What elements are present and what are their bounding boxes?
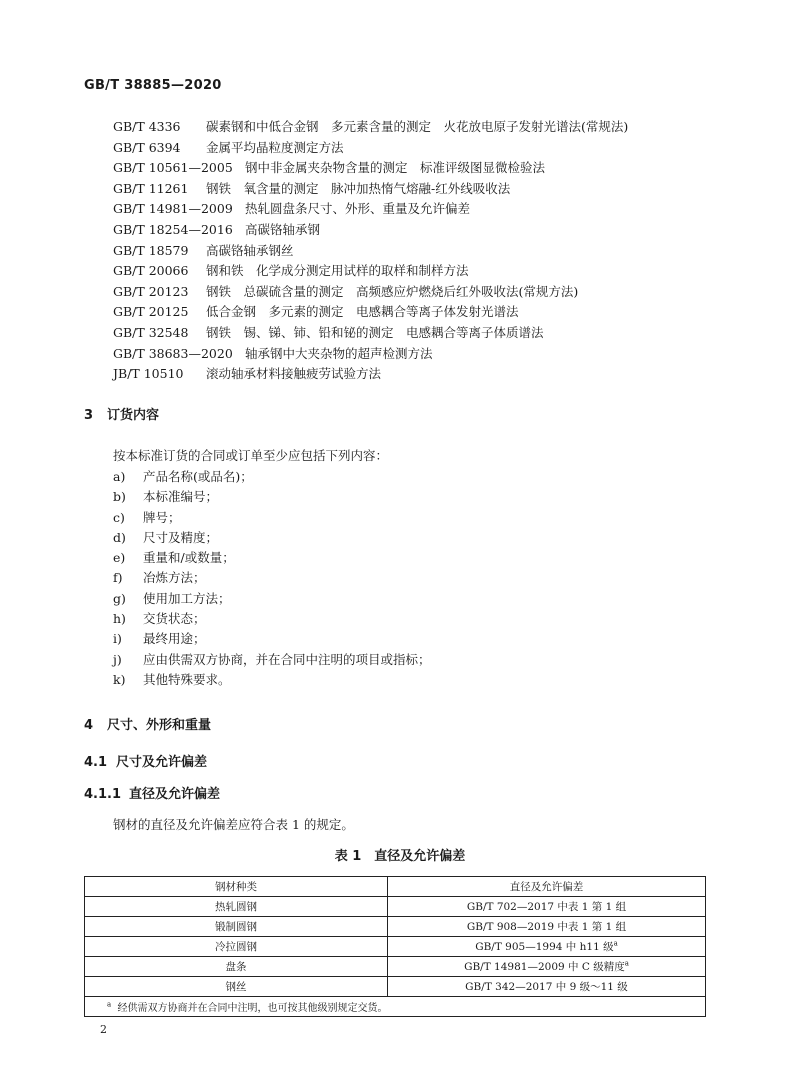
tolerance-cell: GB/T 905—1994 中 h11 级$^a$: [388, 937, 706, 957]
reference-item: [113, 364, 628, 385]
table-header-row: [85, 877, 706, 897]
reference-title: 钢中非金属夹杂物含量的测定 标准评级图显微检验法: [245, 160, 546, 176]
reference-code: GB/T 32548: [113, 324, 189, 340]
list-item: [113, 629, 431, 649]
list-item-text: 使用加工方法；: [143, 590, 231, 606]
list-item-label: d): [113, 529, 126, 545]
reference-title: 热轧圆盘条尺寸、外形、重量及允许偏差: [245, 201, 471, 217]
reference-code: GB/T 20123: [113, 283, 189, 299]
reference-item: [113, 344, 628, 365]
list-item-label: e): [113, 550, 126, 566]
reference-code: GB/T 14981—2009: [113, 201, 233, 217]
reference-item: [113, 138, 628, 159]
reference-item: [113, 158, 628, 179]
reference-item: [113, 199, 628, 220]
reference-title: 低合金钢 多元素的测定 电感耦合等离子体发射光谱法: [206, 304, 519, 320]
reference-code: GB/T 11261: [113, 180, 189, 196]
steel-type-cell: 锻制圆钢: [85, 917, 388, 937]
section-4-1-1-heading: [84, 783, 220, 802]
table-note: $^a$ 经供需双方协商并在合同中注明，也可按其他级别规定交货。: [85, 997, 706, 1017]
reference-title: 钢铁 氧含量的测定 脉冲加热惰气熔融-红外线吸收法: [206, 180, 511, 196]
normative-references-list: [113, 117, 628, 385]
list-item: [113, 589, 431, 609]
table-row: [85, 897, 706, 917]
list-item-text: 本标准编号；: [143, 489, 219, 505]
section-title: 尺寸、外形和重量: [107, 718, 212, 733]
reference-item: [113, 117, 628, 138]
reference-title: 轴承钢中大夹杂物的超声检测方法: [245, 345, 433, 361]
tolerance-cell: GB/T 908—2019 中表 1 第 1 组: [388, 917, 706, 937]
section-number: 4.1: [84, 755, 108, 770]
list-item-text: 重量和/或数量；: [143, 550, 235, 566]
steel-type-cell: 盘条: [85, 957, 388, 977]
steel-type-cell: 热轧圆钢: [85, 897, 388, 917]
list-item-label: f): [113, 570, 123, 586]
reference-title: 滚动轴承材料接触疲劳试验方法: [206, 366, 382, 382]
list-item: [113, 508, 431, 528]
list-item: [113, 467, 431, 487]
table-row: [85, 957, 706, 977]
reference-title: 钢铁 总碳硫含量的测定 高频感应炉燃烧后红外吸收法(常规方法): [206, 283, 579, 299]
table-row: [85, 977, 706, 997]
section-4-heading: [84, 714, 211, 733]
section-number: 4: [84, 718, 94, 733]
tolerance-cell: GB/T 14981—2009 中 C 级精度$^a$: [388, 957, 706, 977]
list-item-text: 牌号；: [143, 509, 181, 525]
table-row: [85, 917, 706, 937]
reference-item: [113, 220, 628, 241]
reference-item: [113, 302, 628, 323]
list-item-label: g): [113, 590, 126, 606]
section-3-intro: 按本标准订货的合同或订单至少应包括下列内容：: [113, 448, 389, 463]
list-item-label: j): [113, 651, 122, 667]
list-item-text: 最终用途；: [143, 631, 206, 647]
reference-title: 高碳铬轴承钢: [245, 221, 321, 237]
reference-code: GB/T 4336: [113, 119, 181, 134]
section-4-1-1-text: 钢材的直径及允许偏差应符合表 1 的规定。: [113, 817, 354, 832]
reference-title: 钢铁 锡、锑、铈、铅和铋的测定 电感耦合等离子体质谱法: [206, 324, 544, 340]
tolerance-cell: GB/T 342—2017 中 9 级～11 级: [388, 977, 706, 997]
reference-code: GB/T 18254—2016: [113, 221, 233, 237]
reference-title: 高碳铬轴承钢丝: [206, 242, 294, 258]
table-caption: 表 1 直径及允许偏差: [334, 849, 466, 864]
list-item-text: 尺寸及精度；: [143, 529, 219, 545]
section-title: 直径及允许偏差: [129, 787, 221, 802]
list-item-label: k): [113, 671, 126, 687]
reference-title: 钢和铁 化学成分测定用试样的取样和制样方法: [206, 263, 469, 279]
reference-item: [113, 323, 628, 344]
list-item: [113, 609, 431, 629]
list-item: [113, 548, 431, 568]
list-item-text: 应由供需双方协商，并在合同中注明的项目或指标；: [143, 651, 431, 667]
section-4-1-heading: [84, 751, 207, 770]
reference-code: GB/T 18579: [113, 242, 189, 258]
reference-title: 碳素钢和中低合金钢 多元素含量的测定 火花放电原子发射光谱法(常规法): [206, 119, 629, 134]
reference-code: GB/T 20125: [113, 304, 189, 320]
list-item-label: c): [113, 509, 125, 525]
list-item: [113, 650, 431, 670]
page-number: 2: [100, 1023, 107, 1036]
list-item-label: b): [113, 489, 126, 505]
section-title: 尺寸及允许偏差: [116, 755, 208, 770]
table-note-row: [85, 997, 706, 1017]
table-row: [85, 937, 706, 957]
diameter-tolerance-table: [84, 876, 706, 1017]
column-header: 钢材种类: [85, 877, 388, 897]
order-content-list: [113, 467, 431, 690]
reference-code: GB/T 10561—2005: [113, 160, 233, 176]
reference-item: [113, 241, 628, 262]
reference-item: [113, 282, 628, 303]
tolerance-cell: GB/T 702—2017 中表 1 第 1 组: [388, 897, 706, 917]
document-header: GB/T 38885—2020: [84, 78, 222, 93]
steel-type-cell: 钢丝: [85, 977, 388, 997]
list-item: [113, 528, 431, 548]
reference-code: JB/T 10510: [113, 366, 184, 382]
section-3-heading: [84, 404, 159, 423]
list-item-label: i): [113, 631, 122, 647]
list-item-text: 交货状态；: [143, 611, 206, 627]
reference-item: [113, 261, 628, 282]
list-item: [113, 670, 431, 690]
list-item: [113, 568, 431, 588]
list-item-label: a): [113, 469, 126, 484]
reference-item: [113, 179, 628, 200]
section-number: 3: [84, 408, 94, 423]
reference-code: GB/T 38683—2020: [113, 345, 233, 361]
section-number: 4.1.1: [84, 787, 122, 802]
list-item-text: 冶炼方法；: [143, 570, 206, 586]
list-item-text: 产品名称(或品名)；: [143, 469, 253, 484]
list-item-label: h): [113, 611, 126, 627]
list-item-text: 其他特殊要求。: [143, 671, 231, 687]
reference-title: 金属平均晶粒度测定方法: [206, 139, 344, 155]
steel-type-cell: 冷拉圆钢: [85, 937, 388, 957]
reference-code: GB/T 6394: [113, 139, 181, 155]
section-title: 订货内容: [107, 408, 160, 423]
list-item: [113, 487, 431, 507]
column-header: 直径及允许偏差: [388, 877, 706, 897]
reference-code: GB/T 20066: [113, 263, 189, 279]
